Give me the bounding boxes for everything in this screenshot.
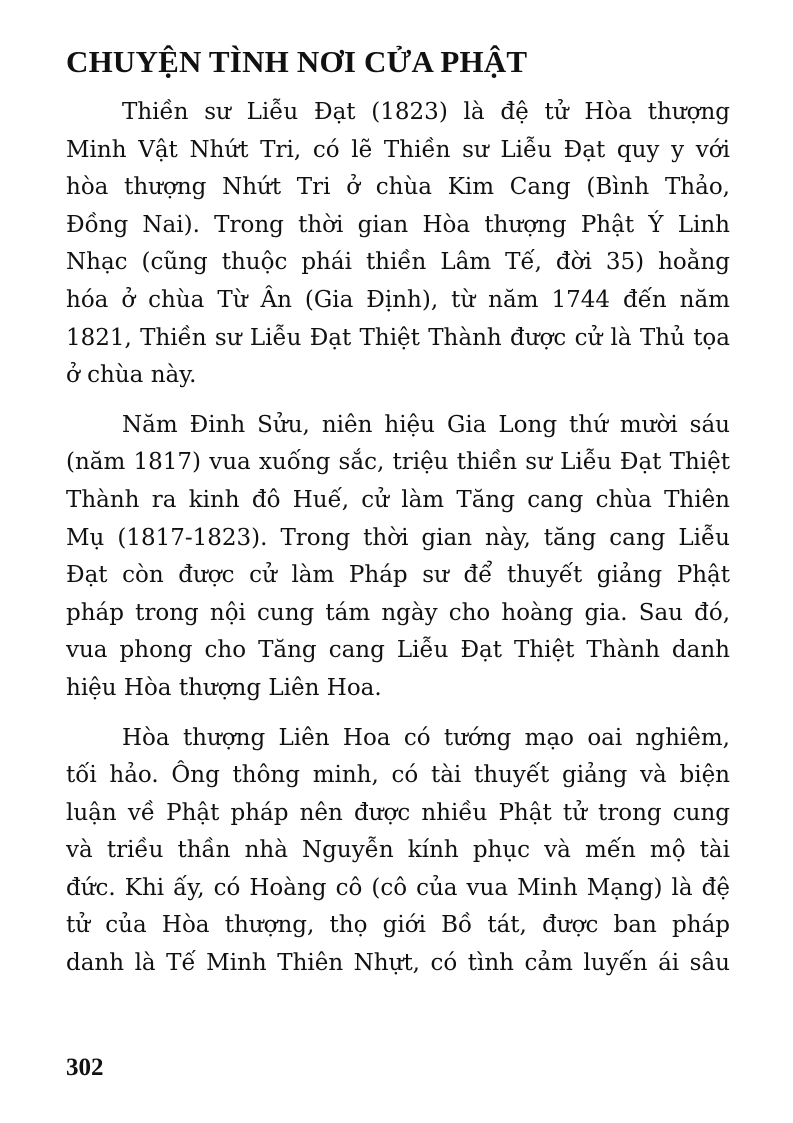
text-line: Hòa thượng Liên Hoa có tướng mạo oai nghiêm, xyxy=(122,724,730,751)
text-line: danh là Tế Minh Thiên Nhựt, có tình cảm luyến ái sâu xyxy=(66,950,730,977)
body-text xyxy=(66,94,730,983)
text-line: luận về Phật pháp nên được nhiều Phật tử trong cung xyxy=(66,799,730,826)
text-line: Nhạc (cũng thuộc phái thiền Lâm Tế, đời 35) hoằng xyxy=(66,249,730,276)
paragraph xyxy=(66,407,730,708)
text-line: đức. Khi ấy, có Hoàng cô (cô của vua Minh Mạng) là đệ xyxy=(66,874,730,901)
text-line: Thiền sư Liễu Đạt (1823) là đệ tử Hòa thượng xyxy=(122,99,730,125)
text-line: tử của Hòa thượng, thọ giới Bồ tát, được ban pháp xyxy=(66,912,730,939)
text-line: hiệu Hòa thượng Liên Hoa. xyxy=(66,674,382,701)
text-line: (năm 1817) vua xuống sắc, triệu thiền sư Liễu Đạt Thiệt xyxy=(66,449,730,476)
text-line: Đồng Nai). Trong thời gian Hòa thượng Phật Ý Linh xyxy=(66,211,730,238)
text-line: vua phong cho Tăng cang Liễu Đạt Thiệt Thành danh xyxy=(66,637,730,664)
text-line: Thành ra kinh đô Huế, cử làm Tăng cang chùa Thiên xyxy=(66,486,730,513)
paragraph xyxy=(66,94,730,395)
text-line: Đạt còn được cử làm Pháp sư để thuyết giảng Phật xyxy=(66,562,730,589)
text-line: pháp trong nội cung tám ngày cho hoàng gia. Sau đó, xyxy=(66,599,730,626)
text-line: tối hảo. Ông thông minh, có tài thuyết giảng và biện xyxy=(66,762,730,789)
text-line: hòa thượng Nhứt Tri ở chùa Kim Cang (Bình Thảo, xyxy=(66,174,730,201)
text-line: ở chùa này. xyxy=(66,362,197,389)
text-line: 1821, Thiền sư Liễu Đạt Thiệt Thành được cử là Thủ tọa xyxy=(66,324,730,351)
text-line: và triều thần nhà Nguyễn kính phục và mến mộ tài xyxy=(66,837,730,864)
paragraph xyxy=(66,720,730,983)
chapter-title: CHUYỆN TÌNH NƠI CỬA PHẬT xyxy=(66,44,528,79)
text-line: Mụ (1817-1823). Trong thời gian này, tăng cang Liễu xyxy=(66,524,730,551)
text-line: Năm Đinh Sửu, niên hiệu Gia Long thứ mười sáu xyxy=(122,411,730,438)
page-number: 302 xyxy=(66,1054,104,1081)
text-line: hóa ở chùa Từ Ân (Gia Định), từ năm 1744 đến năm xyxy=(66,286,730,313)
text-line: Minh Vật Nhứt Tri, có lẽ Thiền sư Liễu Đạt quy y với xyxy=(66,136,730,163)
